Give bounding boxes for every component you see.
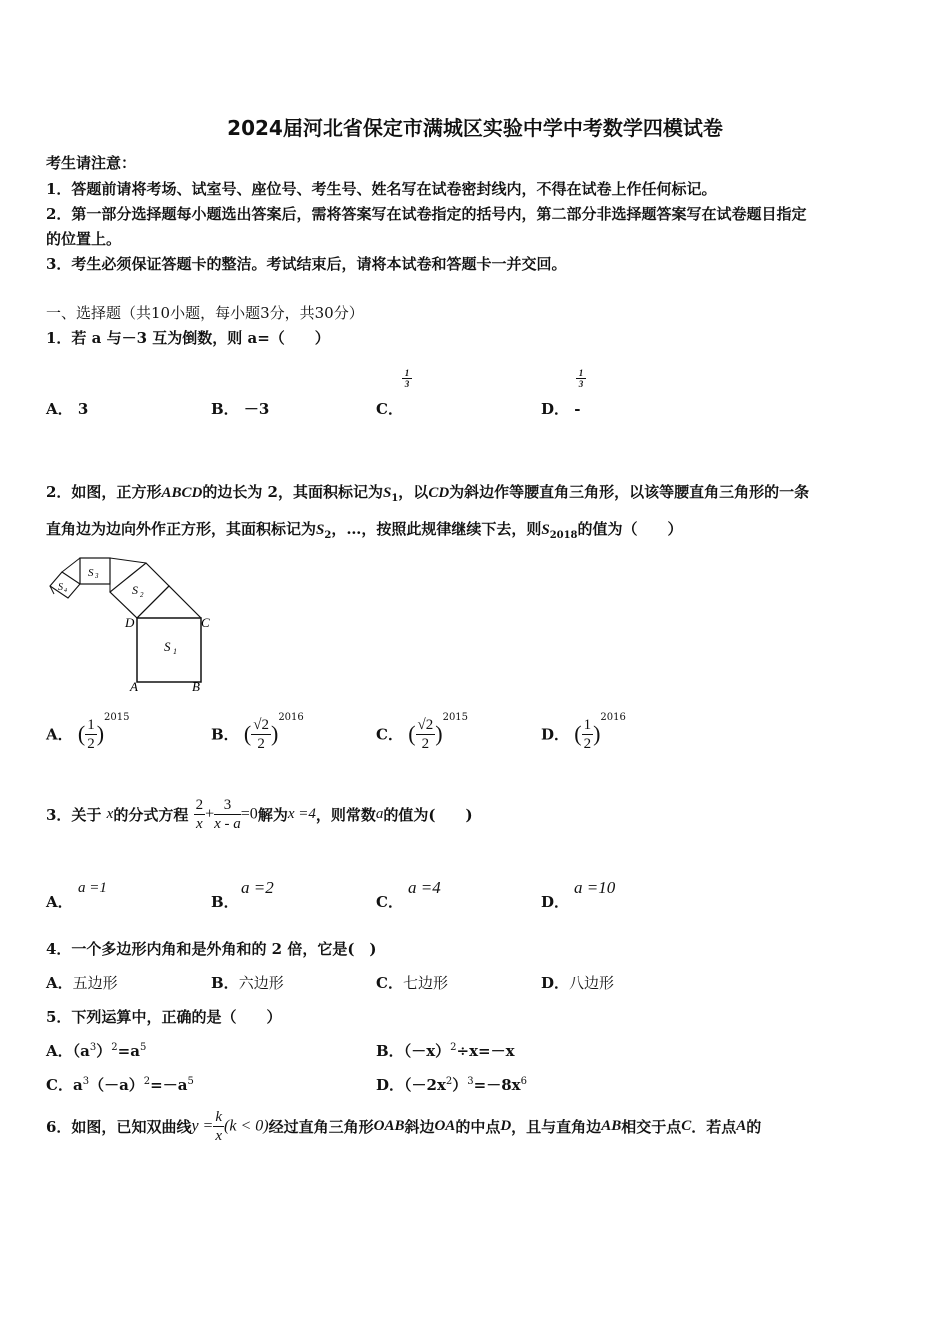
q3-b-value: a =2 (241, 878, 274, 897)
paren-open: ( (574, 721, 582, 746)
plus-sign: + (205, 805, 215, 823)
label-s4-sub: 4 (64, 588, 67, 594)
q4-stem: 4．一个多边形内角和是外角和的 2 倍，它是( ) (46, 940, 377, 958)
q4-option-b[interactable] (211, 972, 284, 993)
q6-y-equals: y = (191, 1117, 214, 1135)
paren-close: ) (96, 721, 105, 746)
q5-option-c[interactable] (46, 1074, 194, 1095)
q1-c-den: 3 (404, 379, 410, 389)
q6-text: ，且与直角边 (511, 1118, 602, 1136)
q4-c-value: 七边形 (402, 974, 448, 992)
q3-option-b[interactable] (211, 891, 239, 912)
numerator: √2 (253, 716, 269, 733)
q2-c-fraction (416, 716, 436, 753)
numerator: 1 (87, 716, 95, 733)
option-label: A． (46, 1042, 73, 1060)
paren-open: ( (243, 721, 252, 746)
q2-a-fraction (85, 716, 97, 753)
q2-s2018-sub: 2018 (549, 530, 578, 541)
expr: =－a (150, 1076, 188, 1094)
q5-option-d[interactable] (376, 1074, 527, 1095)
q2-text: 2．如图，正方形 (46, 483, 162, 501)
q1-option-a[interactable] (46, 398, 88, 419)
option-label: B． (376, 1042, 404, 1060)
paren-close: ) (270, 721, 279, 746)
option-label: B． (211, 974, 239, 992)
q2-option-b[interactable] (211, 712, 304, 753)
q2-text: 的边长为 2，其面积标记为 (202, 483, 383, 501)
q1-d-prefix: - (574, 400, 581, 418)
q2-cd: CD (428, 485, 450, 501)
paren-open: ( (77, 721, 86, 746)
page-title: 2024届河北省保定市满城区实验中学中考数学四模试卷 (227, 116, 723, 140)
expr: （－x） (403, 1042, 451, 1060)
q3-a-value: a =1 (78, 880, 107, 896)
q3-text: 解为 (257, 806, 288, 824)
q6-oa: OA (434, 1118, 456, 1134)
numerator: k (215, 1109, 223, 1125)
expr: a (72, 1076, 83, 1094)
q3-option-a[interactable] (46, 891, 73, 912)
q2-s1-sub: 1 (391, 493, 399, 504)
q4-a-value: 五边形 (72, 974, 118, 992)
q3-solution: x =4 (287, 806, 316, 822)
label-s3-sub: 3 (95, 572, 99, 580)
equals-zero: =0 (240, 805, 258, 823)
option-label: B． (211, 725, 239, 744)
notice-heading: 考生请注意： (46, 154, 137, 172)
label-s4: S (58, 582, 63, 593)
q4-b-value: 六边形 (238, 974, 284, 992)
paren-close: ) (435, 721, 443, 746)
q3-c-value: a =4 (408, 878, 441, 897)
q2-text: 为斜边作等腰直角三角形，以该等腰直角三角形的一条 (449, 483, 810, 501)
expr: （－a） (89, 1076, 144, 1094)
q3-stem (46, 796, 473, 833)
paren-close: ) (593, 721, 601, 746)
q5-option-a[interactable] (46, 1040, 146, 1061)
notice-item-2: 2．第一部分选择题每小题选出答案后，需将答案写在试卷指定的括号内，第二部分非选择题答案写在试卷题目指定 (46, 205, 807, 223)
q2-option-a[interactable] (46, 712, 129, 753)
q1-d-den: 3 (578, 379, 584, 389)
q2-option-c[interactable] (376, 712, 468, 753)
option-label: D． (541, 974, 570, 992)
label-d: D (125, 615, 135, 630)
q2-option-d[interactable] (541, 712, 626, 753)
expr: （－2x (404, 1076, 446, 1094)
q2-d-fraction (582, 716, 594, 753)
q4-option-c[interactable] (376, 972, 448, 993)
q6-text: 的 (746, 1118, 762, 1136)
option-label: D． (541, 400, 570, 418)
expr: =a (117, 1042, 140, 1060)
q6-a: A (736, 1118, 747, 1134)
q2-s2-sub: 2 (324, 530, 332, 541)
q4-option-d[interactable] (541, 972, 614, 993)
q3-option-d[interactable] (541, 891, 569, 912)
option-label: C． (376, 893, 403, 911)
q6-text: 6．如图，已知双曲线 (46, 1118, 192, 1136)
label-c: C (201, 615, 210, 630)
label-b: B (192, 679, 200, 694)
exponent: 2 (450, 1042, 457, 1053)
option-label: C． (376, 974, 403, 992)
expr: ） (96, 1042, 112, 1060)
q2-line-2 (46, 518, 683, 541)
exponent: 5 (139, 1042, 147, 1053)
exponent: 2 (111, 1042, 118, 1053)
q3-text: 的值为( ) (383, 806, 473, 824)
expr: ） (452, 1076, 468, 1094)
notice-item-2-cont: 的位置上。 (46, 230, 122, 248)
q1-option-b[interactable] (211, 398, 269, 419)
exponent: 3 (467, 1076, 474, 1087)
q1-option-c[interactable] (376, 398, 403, 419)
notice-item-3: 3．考生必须保证答题卡的整洁。考试结束后，请将本试卷和答题卡一并交回。 (46, 255, 567, 273)
q1-c-fraction (402, 368, 412, 389)
label-a: A (130, 679, 138, 694)
q1-c-num: 1 (402, 368, 412, 379)
q6-d: D (500, 1118, 512, 1134)
q2-text: 直角边为边向外作正方形，其面积标记为 (46, 520, 317, 538)
numerator: 2 (195, 797, 204, 813)
exponent: 5 (187, 1076, 194, 1087)
exponent: 2015 (104, 712, 130, 723)
expr: （a (72, 1042, 90, 1060)
denominator: 2 (257, 735, 265, 752)
q3-option-c[interactable] (376, 891, 403, 912)
option-label: D． (376, 1076, 405, 1094)
exponent: 2 (445, 1076, 453, 1087)
q6-condition: (k < 0) (224, 1117, 269, 1135)
label-s1: S (164, 639, 171, 654)
notice-item-1: 1．答题前请将考场、试室号、座位号、考生号、姓名写在试卷密封线内，不得在试卷上作任何标记。 (46, 180, 717, 198)
label-s1-sub: 1 (173, 647, 177, 656)
q6-text: 斜边 (404, 1118, 435, 1136)
q2-square-figure (44, 550, 216, 695)
q3-text: ，则常数 (315, 806, 376, 824)
exponent: 2016 (600, 712, 626, 723)
option-label: C． (376, 400, 403, 418)
exponent: 3 (82, 1076, 90, 1087)
q1-a-value: 3 (77, 400, 89, 418)
exponent: 2015 (442, 712, 469, 723)
q6-text: 经过直角三角形 (268, 1118, 374, 1136)
q5-stem: 5．下列运算中，正确的是（ ） (46, 1008, 282, 1026)
q6-text: 相交于点 (621, 1118, 682, 1136)
q1-b-value: －3 (243, 400, 270, 418)
denominator: 2 (87, 735, 95, 752)
exponent: 2016 (278, 712, 304, 723)
q2-text: ，以 (398, 483, 429, 501)
q4-d-value: 八边形 (569, 974, 615, 992)
option-label: D． (541, 725, 570, 744)
option-label: A． (46, 893, 73, 911)
denominator: x - a (214, 816, 241, 832)
q4-option-a[interactable] (46, 972, 118, 993)
q1-d-fraction (576, 368, 586, 389)
q6-ab: AB (601, 1118, 622, 1134)
q3-fraction-1 (194, 796, 206, 833)
paren-open: ( (408, 721, 416, 746)
option-label: D． (541, 893, 570, 911)
q3-text: 3．关于 (46, 806, 102, 824)
q6-fraction (213, 1108, 224, 1145)
exponent: 3 (89, 1042, 97, 1053)
option-label: A． (46, 725, 73, 744)
numerator: 1 (583, 716, 592, 733)
label-s3: S (88, 567, 94, 579)
q2-s: S (316, 522, 325, 538)
option-label: B． (211, 400, 239, 418)
q3-fraction-2 (214, 796, 241, 833)
denominator: x (215, 1128, 223, 1144)
denominator: x (196, 816, 203, 832)
q6-oab: OAB (373, 1118, 405, 1134)
q2-b-fraction (251, 716, 271, 753)
option-label: B． (211, 893, 239, 911)
section-heading: 一、选择题（共10小题，每小题3分，共30分） (46, 304, 364, 322)
q3-var-a: a (375, 806, 384, 822)
denominator: 2 (583, 735, 592, 752)
q6-text: 的中点 (455, 1118, 501, 1136)
q1-option-d[interactable] (541, 398, 580, 419)
q5-option-b[interactable] (376, 1040, 515, 1061)
option-label: A． (46, 974, 73, 992)
q6-stem (46, 1108, 761, 1145)
q1-stem: 1．若 a 与－3 互为倒数，则 a=（ ） (46, 329, 330, 347)
q2-text: 的值为（ ） (577, 520, 683, 538)
q2-s: S (382, 485, 392, 501)
q3-var-x: x (106, 806, 114, 822)
numerator: 3 (214, 796, 241, 815)
numerator: √2 (417, 716, 434, 733)
q2-s: S (541, 522, 550, 538)
expr: ÷x=－x (456, 1042, 515, 1060)
q2-line-1 (46, 481, 809, 504)
exponent: 6 (520, 1076, 527, 1087)
label-s2: S (132, 583, 138, 597)
q2-text: ，…，按照此规律继续下去，则 (331, 520, 542, 538)
expr: =－8x (473, 1076, 521, 1094)
label-s2-sub: 2 (140, 591, 144, 599)
option-label: A． (46, 400, 73, 418)
q2-abcd: ABCD (161, 485, 203, 501)
exponent: 2 (143, 1076, 151, 1087)
q3-d-value: a =10 (574, 878, 616, 897)
q3-text: 的分式方程 (113, 806, 189, 824)
q6-text: ．若点 (691, 1118, 737, 1136)
q6-c: C (681, 1118, 692, 1134)
denominator: 2 (421, 735, 430, 752)
option-label: C． (46, 1076, 73, 1094)
option-label: C． (376, 725, 403, 744)
q1-d-num: 1 (576, 368, 586, 379)
